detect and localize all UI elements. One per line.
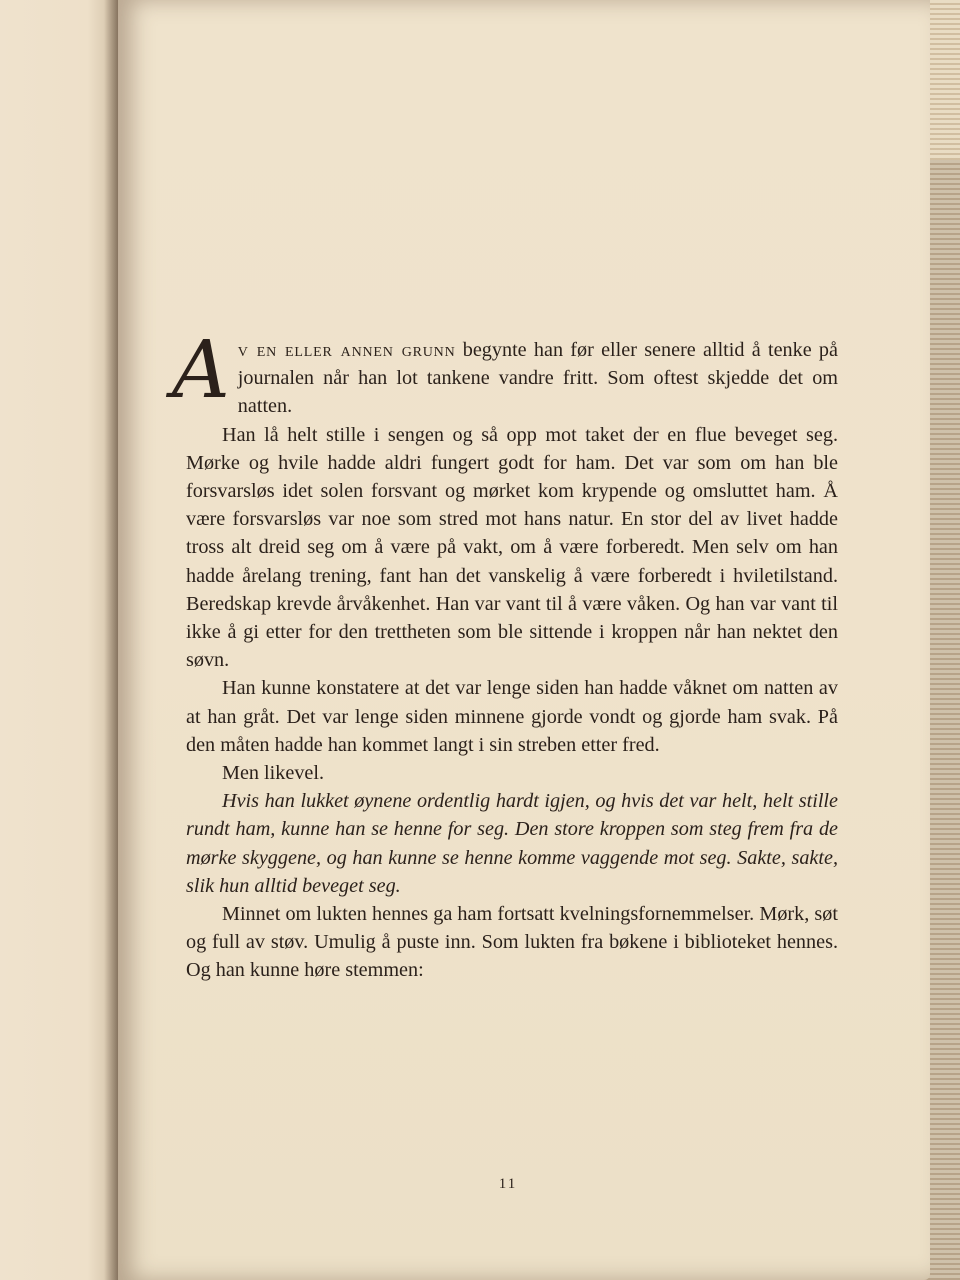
paragraph-opening [172,323,838,421]
paragraph: Han lå helt stille i sengen og så opp mot taket der en flue beveget seg. Mørke og hvile hadde aldri fungert godt for ham. Det var som om han ble forsvarsløs idet solen forsvant og mørket kom krypende og omsluttet ham. Å være forsvarsløs var noe som stred mot hans natur. En stor del av livet hadde tross alt dreid seg om å være på vakt, om å være forberedt. Men selv om han hadde årelang trening, fant han det vanskelig å være forberedt i hviletilstand. Beredskap krevde årvåkenhet. Han var vant til å være våken. Og han var vant til ikke å gi etter for den trettheten som ble sittende i kroppen når han nektet den søvn. [186,423,838,672]
paragraph: Men likevel. [222,762,325,785]
paragraph-text: begynte han før eller senere alltid å tenke på journalen når han lot tankene vandre fritt. Som oftest skjedde det om natten. [237,339,838,418]
paragraph-italic: Hvis han lukket øynene ordentlig hardt igjen, og hvis det var helt, helt stille rundt ham, kunne han se henne for seg. Den store kroppen som steg frem fra de mørke skyggene, og han kunne se henne komme vaggende mot seg. Sakte, sakte, slik hun alltid beveget seg. [186,790,838,897]
opening-smallcaps: v en eller annen grunn [237,339,456,361]
drop-cap: A [172,323,230,416]
page-number: 11 [498,1176,518,1192]
chapter-text [172,323,838,985]
paragraph: Han kunne konstatere at det var lenge siden han hadde våknet om natten av at han gråt. Det var lenge siden minnene gjorde vondt og gjorde ham svak. På den måten hadde han kommet langt i sin streben etter fred. [186,677,838,756]
paragraph: Minnet om lukten hennes ga ham fortsatt kvelningsfornemmelser. Mørk, søt og full av støv. Umulig å puste inn. Som lukten fra bøkene i biblioteket hennes. Og han kunne høre stemmen: [186,903,838,982]
